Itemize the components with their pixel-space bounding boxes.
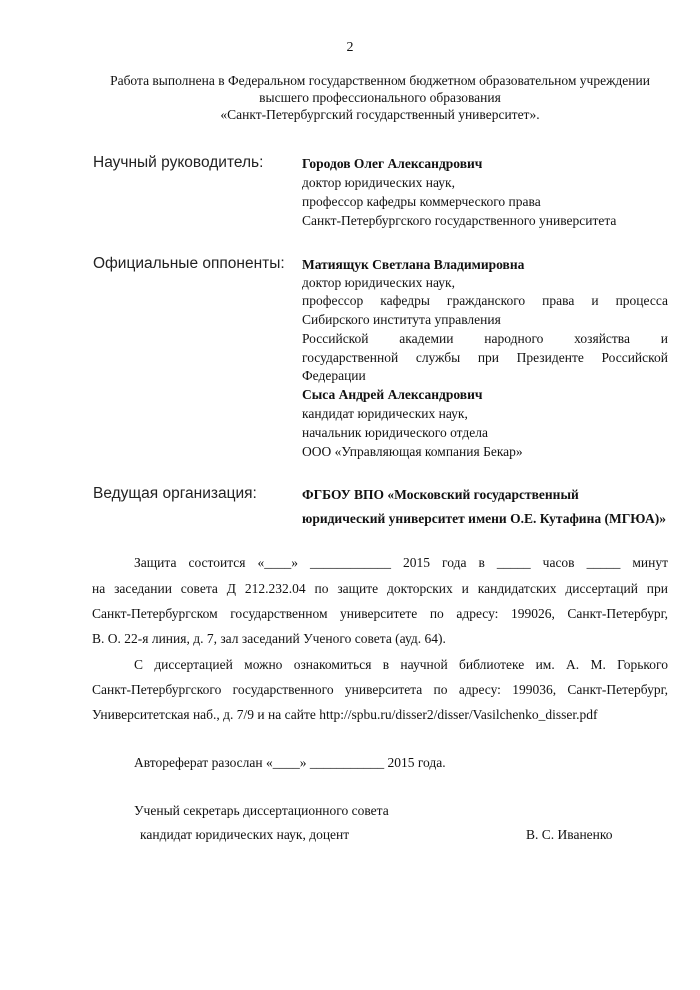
supervisor-position: профессор кафедры коммерческого права [302,194,541,209]
library-line-3: Университетская наб., д. 7/9 и на сайте http://spbu.ru/disser2/disser/Vasilchenko_disser.pdf [92,707,598,722]
defense-line-1: Защита состоится «____» ____________ 2015 года в _____ часов _____ минут [134,555,668,570]
opponent-1-degree: доктор юридических наук, [302,275,455,290]
abstract-sent-line: Автореферат разослан «____» ___________ 2015 года. [134,755,446,770]
page-number: 2 [346,40,354,55]
lead-org-line-2: юридический университет имени О.Е. Кутафина (МГЮА)» [302,511,666,526]
header-line-3: «Санкт-Петербургский государственный университет». [220,107,540,122]
secretary-name: В. С. Иваненко [526,827,613,842]
defense-line-3: Санкт-Петербургском государственном университете по адресу: 199026, Санкт-Петербург, [92,606,668,621]
supervisor-university: Санкт-Петербургского государственного университета [302,213,617,228]
lead-org-line-1: ФГБОУ ВПО «Московский государственный [302,487,579,502]
supervisor-degree: доктор юридических наук, [302,175,455,190]
supervisor-name: Городов Олег Александрович [302,156,483,171]
library-line-1: С диссертацией можно ознакомиться в научной библиотеке им. А. М. Горького [134,657,668,672]
library-line-2: Санкт-Петербургского государственного университета по адресу: 199036, Санкт-Петербург, [92,682,668,697]
opponent-2-company: ООО «Управляющая компания Бекар» [302,444,523,459]
header-line-2: высшего профессионального образования [259,90,501,105]
secretary-degree: кандидат юридических наук, доцент [140,827,350,842]
opponent-1-academy: Российской академии народного хозяйства и [302,331,668,346]
supervisor-label: Научный руководитель: [93,154,264,171]
opponent-1-federation: Федерации [302,368,366,383]
opponent-1-service: государственной службы при Президенте Российской [302,350,668,365]
opponents-label: Официальные оппоненты: [93,255,285,272]
defense-line-2: на заседании совета Д 212.232.04 по защите докторских и кандидатских диссертаций при [92,581,668,596]
opponent-1-name: Матиящук Светлана Владимировна [302,257,525,272]
opponent-2-degree: кандидат юридических наук, [302,406,468,421]
opponent-2-position: начальник юридического отдела [302,425,488,440]
opponent-2-name: Сыса Андрей Александрович [302,387,483,402]
lead-org-label: Ведущая организация: [93,485,257,502]
opponent-1-institute: Сибирского института управления [302,312,501,327]
secretary-title: Ученый секретарь диссертационного совета [134,803,389,818]
header-line-1: Работа выполнена в Федеральном государственном бюджетном образовательном учреждении [110,73,650,88]
opponent-1-position: профессор кафедры гражданского права и процесса [302,293,668,308]
defense-line-4: В. О. 22-я линия, д. 7, зал заседаний Ученого совета (ауд. 64). [92,631,446,646]
